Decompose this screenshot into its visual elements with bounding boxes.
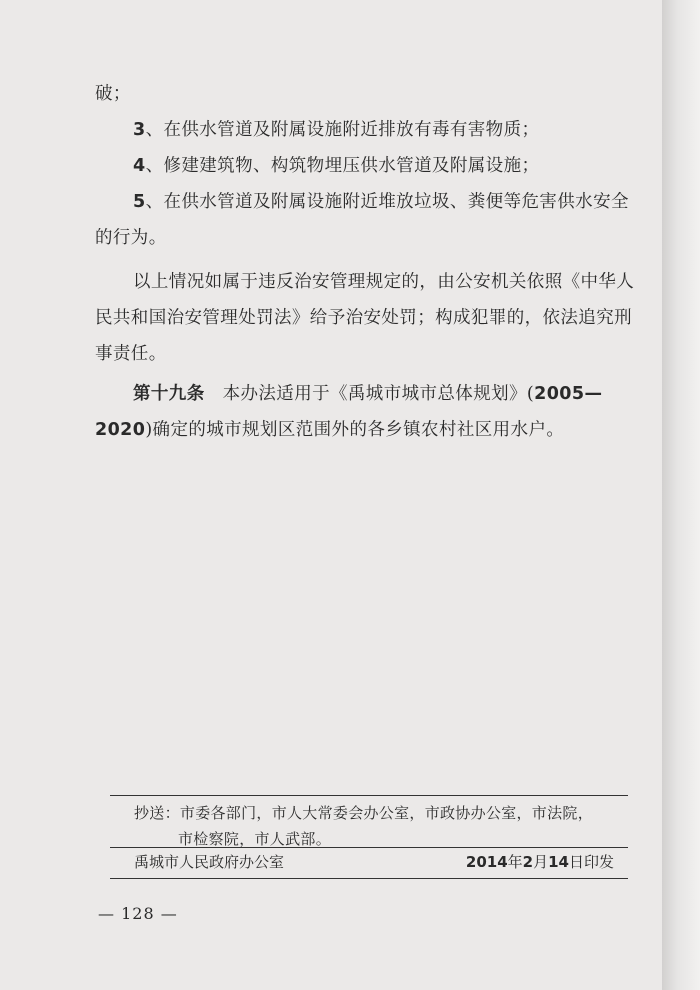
cc-line-2: 市检察院，市人武部。: [178, 830, 332, 848]
divider-bottom: [110, 878, 628, 879]
body-text: [95, 76, 635, 448]
date-month: 2: [522, 853, 534, 871]
divider-middle: [110, 847, 628, 848]
page-edge-shadow: [662, 0, 700, 990]
date-year-unit: 年: [507, 853, 523, 871]
item-number: 4: [133, 156, 146, 176]
show-through-shading: [110, 440, 630, 840]
issue-line: [134, 849, 614, 875]
item-number: 3: [133, 120, 146, 140]
paragraph-continued: 破；: [95, 84, 131, 104]
item-number: 5: [133, 192, 146, 212]
date-tail: 日印发: [568, 853, 614, 871]
date-day: 14: [548, 853, 569, 871]
page-number: — 128 —: [98, 904, 178, 923]
list-item-4: [95, 148, 635, 184]
date-year: 2014: [465, 853, 508, 871]
article-label: 第十九条: [133, 384, 205, 404]
item-text: 、修建建筑物、构筑物埋压供水管道及附属设施；: [145, 156, 540, 176]
item-text: 、在供水管道及附属设施附近排放有毒有害物质；: [145, 120, 540, 140]
cc-line-1: 抄送：市委各部门，市人大常委会办公室，市政协办公室，市法院，: [134, 804, 594, 822]
item-text: 、在供水管道及附属设施附近堆放垃圾、粪便等危害供水安全的行为。: [95, 192, 629, 248]
issue-date: [466, 849, 614, 875]
article-19: [95, 376, 635, 448]
list-item-5: [95, 184, 635, 256]
issuing-office: 禹城市人民政府办公室: [134, 853, 285, 871]
divider-top: [110, 795, 628, 796]
article-years: 2005—2020: [95, 384, 603, 440]
cc-block: [134, 800, 634, 852]
date-month-unit: 月: [533, 853, 549, 871]
list-item-3: [95, 112, 635, 148]
article-text-b: )确定的城市规划区范围外的各乡镇农村社区用水户。: [145, 420, 565, 440]
article-text-a: 本办法适用于《禹城市城市总体规划》(: [222, 384, 535, 404]
penalty-paragraph: 以上情况如属于违反治安管理规定的，由公安机关依照《中华人民共和国治安管理处罚法》给予治安处罚；构成犯罪的，依法追究刑事责任。: [95, 272, 635, 364]
